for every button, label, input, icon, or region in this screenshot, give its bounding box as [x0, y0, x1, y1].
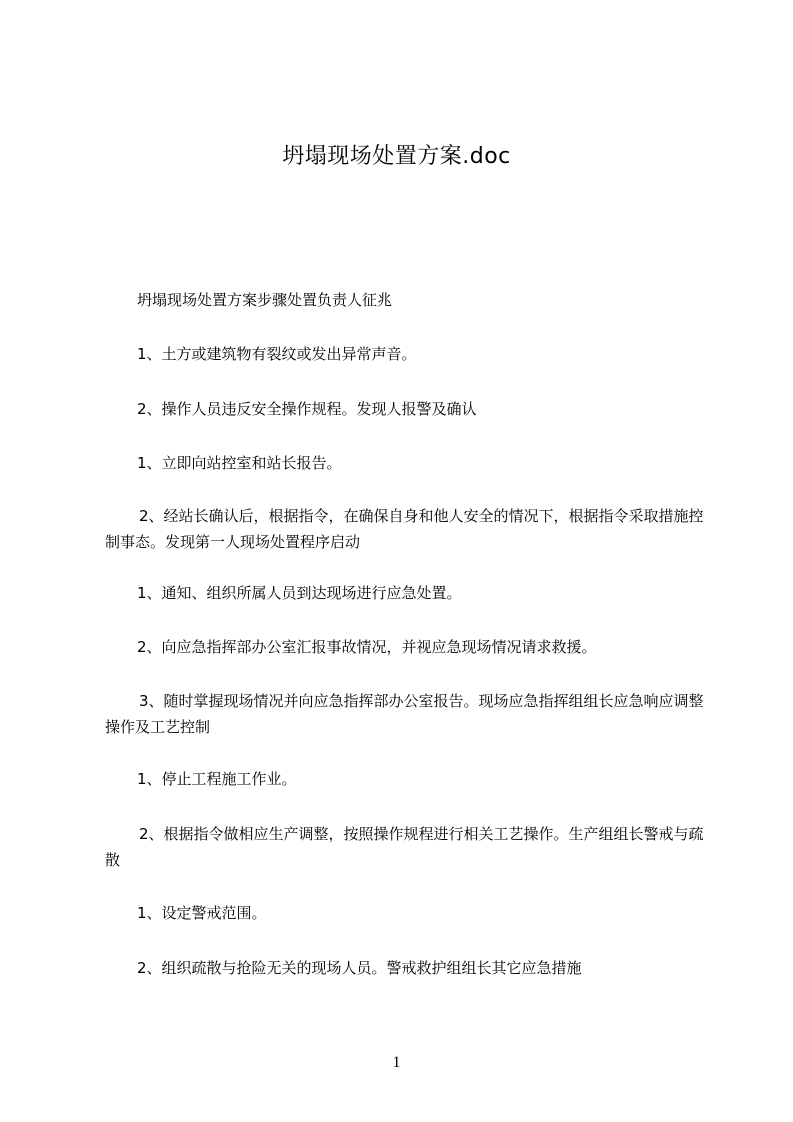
paragraph: 坍塌现场处置方案步骤处置负责人征兆 [137, 291, 393, 309]
paragraph: 1、土方或建筑物有裂纹或发出异常声音。 [137, 345, 417, 363]
paragraph: 1、通知、组织所属人员到达现场进行应急处置。 [137, 584, 462, 602]
paragraph: 2、根据指令做相应生产调整，按照操作规程进行相关工艺操作。生产组组长警戒与疏散 [105, 825, 704, 869]
paragraph: 1、停止工程施工作业。 [137, 770, 297, 788]
paragraph: 2、向应急指挥部办公室汇报事故情况，并视应急现场情况请求救援。 [137, 638, 597, 656]
paragraph: 2、组织疏散与抢险无关的现场人员。警戒救护组组长其它应急措施 [137, 959, 582, 977]
page-number: 1 [392, 1054, 401, 1071]
paragraph: 1、设定警戒范围。 [137, 904, 267, 922]
paragraph: 2、经站长确认后，根据指令，在确保自身和他人安全的情况下，根据指令采取措施控制事态。发现第一人现场处置程序启动 [105, 507, 704, 551]
paragraph: 2、操作人员违反安全操作规程。发现人报警及确认 [137, 400, 477, 418]
paragraph: 3、随时掌握现场情况并向应急指挥部办公室报告。现场应急指挥组组长应急响应调整操作及工艺控制 [105, 692, 704, 736]
paragraph: 1、立即向站控室和站长报告。 [137, 454, 342, 472]
document-title: 坍塌现场处置方案.doc [282, 144, 511, 169]
